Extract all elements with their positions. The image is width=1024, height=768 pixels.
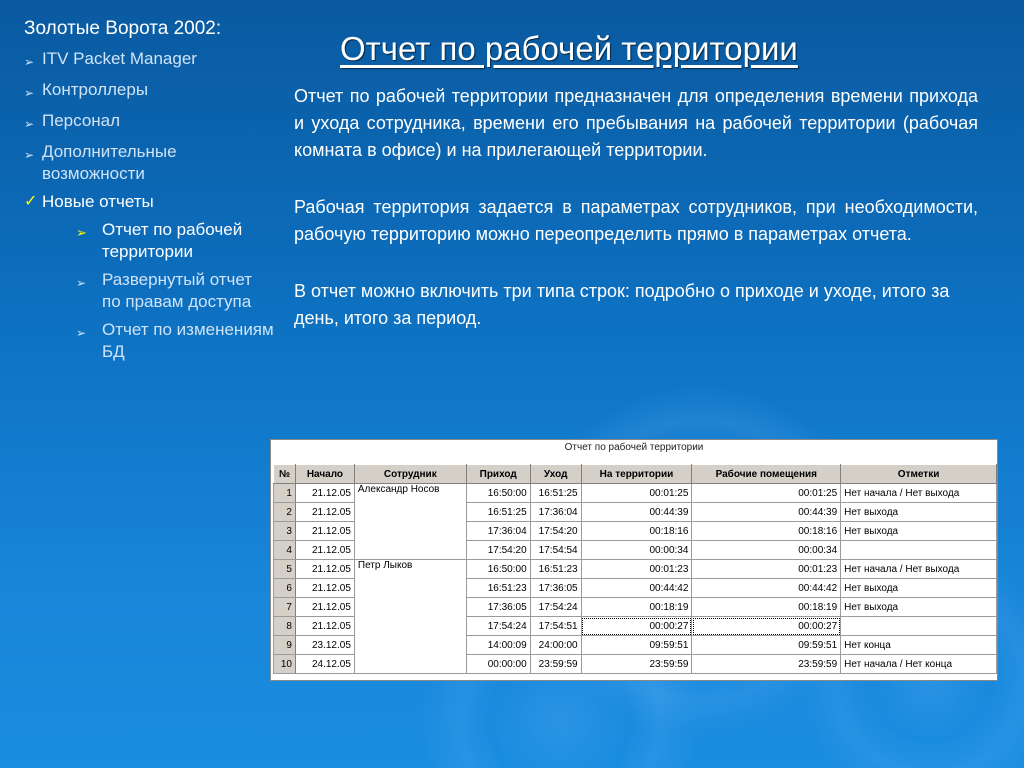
paragraph: В отчет можно включить три типа строк: подробно о приходе и уходе, итого за день, итого за период. <box>294 281 950 328</box>
page-title: Отчет по рабочей территории <box>340 30 798 67</box>
row-number: 9 <box>274 636 296 655</box>
cell-in[interactable]: 17:36:04 <box>466 522 530 541</box>
sidebar-item-label: Отчет по изменениям БД <box>102 320 274 361</box>
row-number: 1 <box>274 484 296 503</box>
col-header-number[interactable]: № <box>274 465 296 484</box>
sidebar-item-personnel[interactable] <box>24 110 274 135</box>
cell-territory[interactable]: 00:00:27 <box>581 617 692 636</box>
row-number: 10 <box>274 655 296 674</box>
cell-note[interactable]: Нет начала / Нет выхода <box>841 560 997 579</box>
cell-note[interactable]: Нет начала / Нет конца <box>841 655 997 674</box>
report-table <box>273 464 997 674</box>
row-number: 6 <box>274 579 296 598</box>
cell-date[interactable]: 21.12.05 <box>295 560 354 579</box>
cell-territory[interactable]: 00:00:34 <box>581 541 692 560</box>
cell-out[interactable]: 17:36:04 <box>530 503 581 522</box>
cell-in[interactable]: 17:36:05 <box>466 598 530 617</box>
cell-territory[interactable]: 00:44:42 <box>581 579 692 598</box>
cell-date[interactable]: 21.12.05 <box>295 541 354 560</box>
col-header-notes[interactable]: Отметки <box>841 465 997 484</box>
arrow-bullet-icon: ➢ <box>76 326 87 340</box>
sidebar-subitem-work-territory-report[interactable] <box>76 219 274 263</box>
sidebar-item-itv-packet-manager[interactable] <box>24 48 274 73</box>
cell-date[interactable]: 21.12.05 <box>295 484 354 503</box>
cell-date[interactable]: 21.12.05 <box>295 598 354 617</box>
cell-note[interactable]: Нет выхода <box>841 503 997 522</box>
sidebar-item-controllers[interactable] <box>24 79 274 104</box>
sidebar-subitems <box>76 219 274 363</box>
cell-date[interactable]: 21.12.05 <box>295 522 354 541</box>
cell-date[interactable]: 21.12.05 <box>295 503 354 522</box>
sidebar-title: Золотые Ворота 2002: <box>24 18 222 39</box>
cell-out[interactable]: 23:59:59 <box>530 655 581 674</box>
cell-note[interactable]: Нет начала / Нет выхода <box>841 484 997 503</box>
paragraph: Отчет по рабочей территории предназначен для определения времени прихода и ухода сотрудника, времени его пребывания на рабочей территории (рабочая комната в офисе) и на прилегающей территории. <box>294 86 978 160</box>
sidebar-item-extra-features[interactable] <box>24 141 274 185</box>
cell-out[interactable]: 24:00:00 <box>530 636 581 655</box>
cell-date[interactable]: 24.12.05 <box>295 655 354 674</box>
paragraph: Рабочая территория задается в параметрах сотрудников, при необходимости, рабочую территорию можно переопределить прямо в параметрах отчета. <box>294 197 978 244</box>
arrow-bullet-icon: ➢ <box>76 225 87 240</box>
cell-date[interactable]: 21.12.05 <box>295 617 354 636</box>
cell-out[interactable]: 16:51:25 <box>530 484 581 503</box>
col-header-territory[interactable]: На территории <box>581 465 692 484</box>
cell-out[interactable]: 17:54:24 <box>530 598 581 617</box>
cell-rooms[interactable]: 23:59:59 <box>692 655 841 674</box>
cell-out[interactable]: 16:51:23 <box>530 560 581 579</box>
cell-in[interactable]: 00:00:00 <box>466 655 530 674</box>
cell-note[interactable]: Нет выхода <box>841 579 997 598</box>
row-number: 8 <box>274 617 296 636</box>
cell-date[interactable]: 23.12.05 <box>295 636 354 655</box>
cell-out[interactable]: 17:54:20 <box>530 522 581 541</box>
cell-note[interactable]: Нет выхода <box>841 522 997 541</box>
row-number: 4 <box>274 541 296 560</box>
cell-in[interactable]: 16:50:00 <box>466 560 530 579</box>
cell-rooms[interactable]: 00:00:27 <box>692 617 841 636</box>
cell-rooms[interactable]: 00:01:25 <box>692 484 841 503</box>
cell-in[interactable]: 17:54:20 <box>466 541 530 560</box>
col-header-out[interactable]: Уход <box>530 465 581 484</box>
cell-territory[interactable]: 00:01:25 <box>581 484 692 503</box>
cell-in[interactable]: 14:00:09 <box>466 636 530 655</box>
sidebar-item-label: Персонал <box>42 111 121 130</box>
table-header-row <box>274 465 997 484</box>
table-row[interactable] <box>274 484 997 503</box>
arrow-bullet-icon: ➢ <box>76 276 87 290</box>
sidebar-item-label: Контроллеры <box>42 80 149 99</box>
sidebar-subitem-db-changes-report[interactable] <box>76 319 274 363</box>
cell-in[interactable]: 16:50:00 <box>466 484 530 503</box>
cell-rooms[interactable]: 00:18:19 <box>692 598 841 617</box>
cell-in[interactable]: 16:51:23 <box>466 579 530 598</box>
arrow-bullet-icon: ➢ <box>24 55 35 69</box>
cell-territory[interactable]: 00:44:39 <box>581 503 692 522</box>
cell-date[interactable]: 21.12.05 <box>295 579 354 598</box>
cell-territory[interactable]: 23:59:59 <box>581 655 692 674</box>
row-number: 7 <box>274 598 296 617</box>
arrow-bullet-icon: ➢ <box>24 86 35 100</box>
sidebar-item-label: Отчет по рабочей территории <box>102 220 243 261</box>
cell-employee[interactable]: Александр Носов <box>354 484 466 560</box>
sidebar-item-label: Развернутый отчет по правам доступа <box>102 270 253 311</box>
cell-note[interactable] <box>841 541 997 560</box>
col-header-employee[interactable]: Сотрудник <box>354 465 466 484</box>
row-number: 5 <box>274 560 296 579</box>
sidebar-subitem-access-rights-report[interactable] <box>76 269 274 313</box>
check-bullet-icon: ✓ <box>24 193 38 210</box>
sidebar-item-new-reports[interactable] <box>24 191 274 213</box>
cell-in[interactable]: 17:54:24 <box>466 617 530 636</box>
report-caption: Отчет по рабочей территории <box>564 442 704 453</box>
cell-territory[interactable]: 09:59:51 <box>581 636 692 655</box>
cell-note[interactable] <box>841 617 997 636</box>
report-window <box>270 439 998 681</box>
cell-rooms[interactable]: 00:44:42 <box>692 579 841 598</box>
cell-note[interactable]: Нет выхода <box>841 598 997 617</box>
row-number: 3 <box>274 522 296 541</box>
cell-out[interactable]: 17:36:05 <box>530 579 581 598</box>
sidebar-item-label: Дополнительные возможности <box>42 142 177 183</box>
arrow-bullet-icon: ➢ <box>24 117 35 131</box>
col-header-rooms[interactable]: Рабочие помещения <box>692 465 841 484</box>
table-row[interactable] <box>274 560 997 579</box>
cell-note[interactable]: Нет конца <box>841 636 997 655</box>
cell-territory[interactable]: 00:18:19 <box>581 598 692 617</box>
cell-employee[interactable]: Петр Лыков <box>354 560 466 674</box>
sidebar-item-label: ITV Packet Manager <box>42 49 197 68</box>
cell-rooms[interactable]: 00:00:34 <box>692 541 841 560</box>
description-text <box>294 83 978 362</box>
cell-territory[interactable]: 00:01:23 <box>581 560 692 579</box>
arrow-bullet-icon: ➢ <box>24 148 35 162</box>
col-header-start[interactable]: Начало <box>295 465 354 484</box>
cell-rooms[interactable]: 09:59:51 <box>692 636 841 655</box>
cell-rooms[interactable]: 00:44:39 <box>692 503 841 522</box>
cell-rooms[interactable]: 00:18:16 <box>692 522 841 541</box>
cell-territory[interactable]: 00:18:16 <box>581 522 692 541</box>
cell-out[interactable]: 17:54:51 <box>530 617 581 636</box>
col-header-in[interactable]: Приход <box>466 465 530 484</box>
sidebar-item-label: Новые отчеты <box>42 192 154 211</box>
cell-in[interactable]: 16:51:25 <box>466 503 530 522</box>
cell-rooms[interactable]: 00:01:23 <box>692 560 841 579</box>
row-number: 2 <box>274 503 296 522</box>
sidebar-nav <box>24 18 274 369</box>
cell-out[interactable]: 17:54:54 <box>530 541 581 560</box>
